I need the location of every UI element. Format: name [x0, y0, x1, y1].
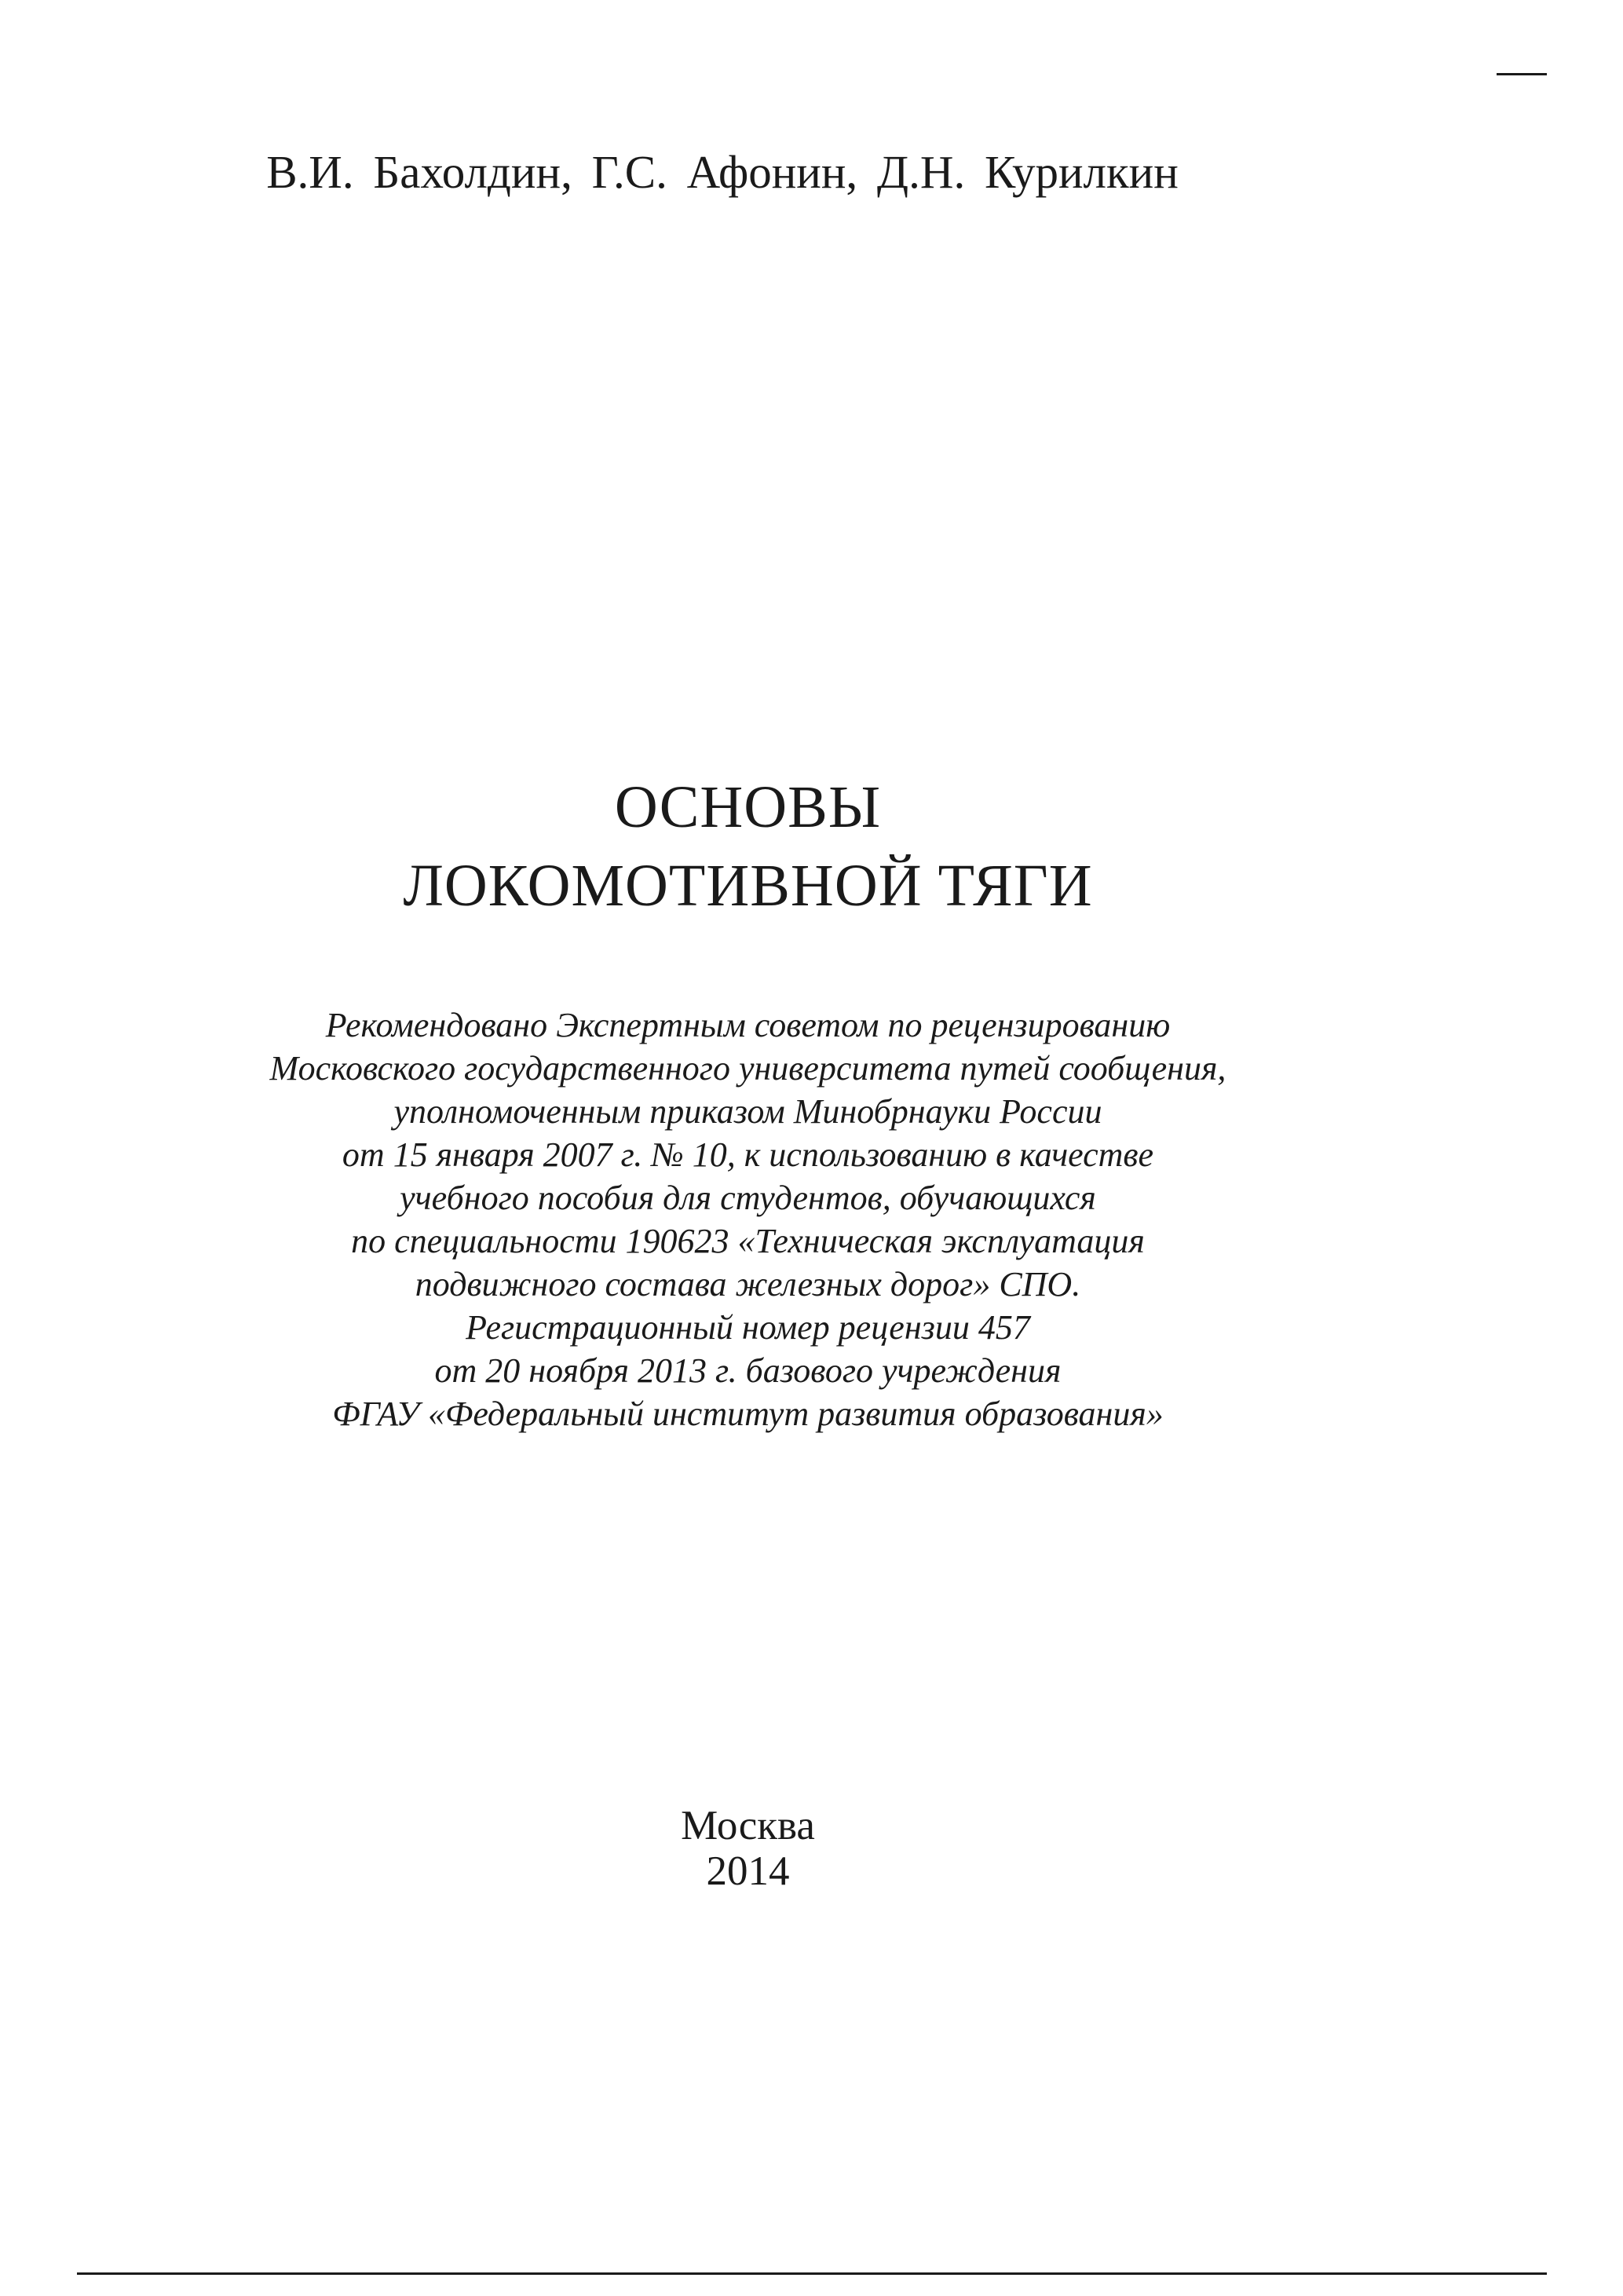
approval-line: подвижного состава железных дорог» СПО.	[415, 1265, 1081, 1303]
authors: В.И. Бахолдин, Г.С. Афонин, Д.Н. Курилкин	[266, 146, 1179, 198]
approval-line: уполномоченным приказом Минобрнауки России	[393, 1092, 1102, 1131]
approval-line: учебного пособия для студентов, обучающихся	[400, 1179, 1096, 1217]
approval-line: по специальности 190623 «Техническая эксплуатация	[351, 1222, 1145, 1260]
corner-rule	[1497, 73, 1547, 75]
bottom-rule	[77, 2272, 1547, 2275]
title-line-1: ОСНОВЫ	[614, 774, 882, 840]
imprint-year: 2014	[706, 1848, 790, 1894]
approval-line: Рекомендовано Экспертным советом по рецензированию	[325, 1006, 1171, 1044]
title-line-2: ЛОКОМОТИВНОЙ ТЯГИ	[403, 853, 1093, 919]
approval-line: от 20 ноября 2013 г. базового учреждения	[434, 1351, 1062, 1390]
approval-line: Московского государственного университета путей сообщения,	[269, 1049, 1226, 1088]
approval-line: Регистрационный номер рецензии 457	[466, 1308, 1030, 1347]
approval-note	[0, 1004, 1496, 1435]
approval-line: ФГАУ «Федеральный институт развития образования»	[332, 1395, 1164, 1433]
approval-line: от 15 января 2007 г. № 10, к использованию в качестве	[342, 1135, 1154, 1174]
book-title	[0, 768, 1496, 925]
imprint	[0, 1803, 1496, 1894]
imprint-city: Москва	[681, 1803, 815, 1848]
